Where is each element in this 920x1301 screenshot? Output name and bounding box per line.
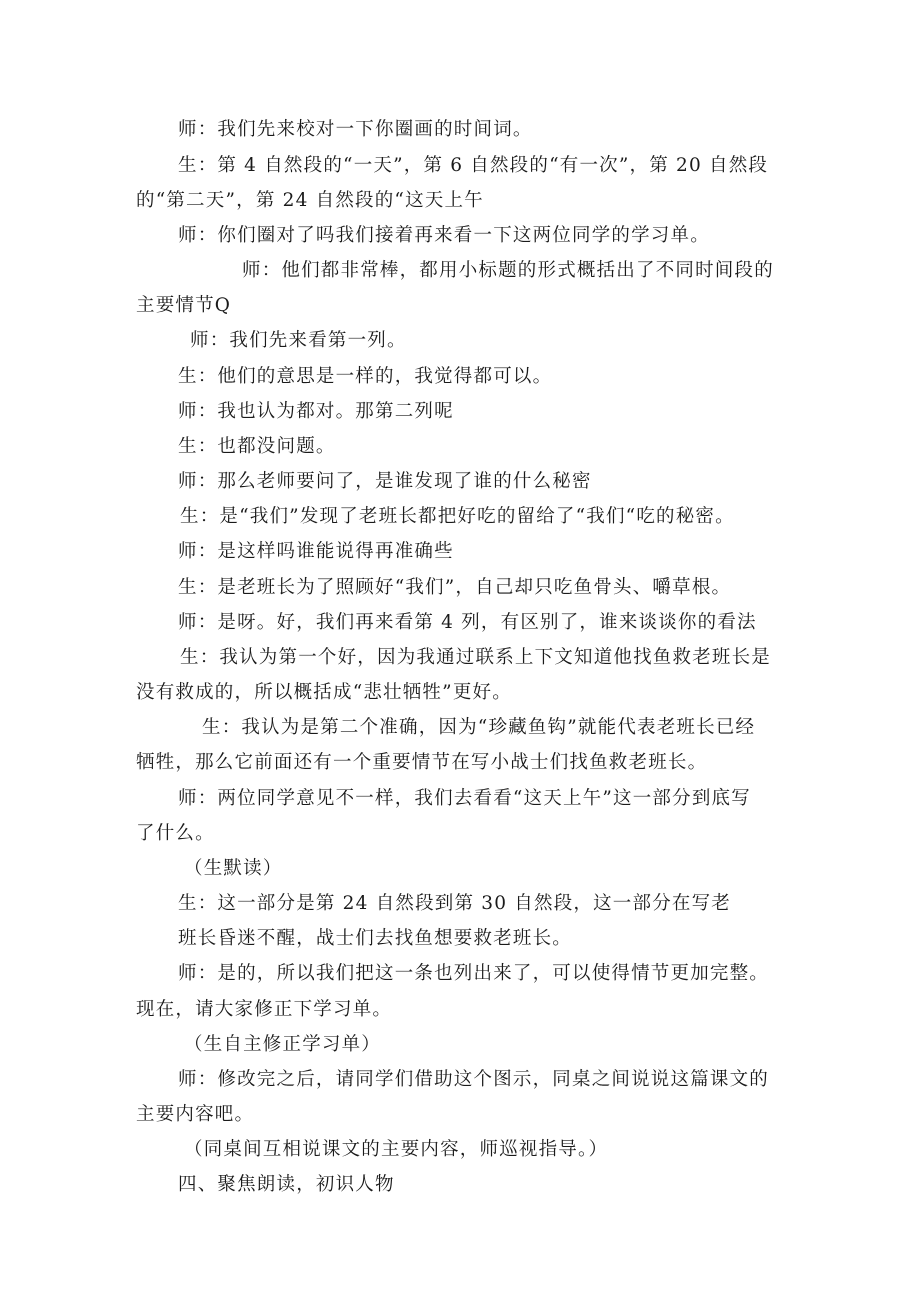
paragraph-line: 师：两位同学意见不一样，我们去看看“这天上午”这一部分到底写 <box>178 788 751 809</box>
paragraph-line: 生：第 4 自然段的“一天”，第 6 自然段的“有一次”，第 20 自然段 <box>178 155 769 176</box>
paragraph-line: 师：是的，所以我们把这一条也列出来了，可以使得情节更加完整。 <box>178 963 770 984</box>
paragraph-line: 现在，请大家修正下学习单。 <box>136 999 393 1020</box>
paragraph-line: 主要情节Q <box>136 295 232 316</box>
paragraph-line: 的“第二天”，第 24 自然段的“这天上午 <box>136 190 484 211</box>
paragraph-line: 生：这一部分是第 24 自然段到第 30 自然段，这一部分在写老 <box>178 893 732 914</box>
paragraph-line: （同桌间互相说课文的主要内容，师巡视指导。） <box>184 1139 609 1160</box>
paragraph-line: 生：是老班长为了照顾好“我们”，自己却只吃鱼骨头、嚼草根。 <box>178 577 732 598</box>
paragraph-line: 师：我们先来看第一列。 <box>190 330 407 351</box>
paragraph-line: 主要内容吧。 <box>136 1104 255 1125</box>
paragraph-line: 师：你们圈对了吗我们接着再来看一下这两位同学的学习单。 <box>178 225 710 246</box>
paragraph-line: 师：是这样吗谁能说得再准确些 <box>178 541 454 562</box>
paragraph-line: 师：他们都非常棒，都用小标题的形式概括出了不同时间段的 <box>242 260 774 281</box>
paragraph-line: 生：是“我们”发现了老班长都把好吃的留给了“我们“吃的秘密。 <box>180 506 735 527</box>
paragraph-line: 生：他们的意思是一样的，我觉得都可以。 <box>178 366 553 387</box>
paragraph-line: 生：我认为第一个好，因为我通过联系上下文知道他找鱼救老班长是 <box>180 647 772 668</box>
paragraph-line: 生：我认为是第二个准确，因为“珍藏鱼钩”就能代表老班长已经 <box>202 717 756 738</box>
paragraph-line: 师：那么老师要问了，是谁发现了谁的什么秘密 <box>178 471 592 492</box>
paragraph-line: 师：我也认为都对。那第二列呢 <box>178 401 454 422</box>
paragraph-line: 牺牲，那么它前面还有一个重要情节在写小战士们找鱼救老班长。 <box>136 752 708 773</box>
paragraph-line: 师：我们先来校对一下你圈画的时间词。 <box>178 119 533 140</box>
paragraph-line: 师：是呀。好，我们再来看第 4 列，有区别了，谁来谈谈你的看法 <box>178 612 757 633</box>
section-heading: 四、聚焦朗读，初识人物 <box>178 1174 395 1195</box>
paragraph-line: 生：也都没问题。 <box>178 436 336 457</box>
paragraph-line: 没有救成的，所以概括成“悲壮牺牲”更好。 <box>136 682 512 703</box>
paragraph-line: （生自主修正学习单） <box>184 1034 382 1055</box>
paragraph-line: （生默读） <box>184 858 283 879</box>
paragraph-line: 了什么。 <box>136 823 215 844</box>
paragraph-line: 班长昏迷不醒，战士们去找鱼想要救老班长。 <box>178 928 573 949</box>
paragraph-line: 师：修改完之后，请同学们借助这个图示，同桌之间说说这篇课文的 <box>178 1069 770 1090</box>
